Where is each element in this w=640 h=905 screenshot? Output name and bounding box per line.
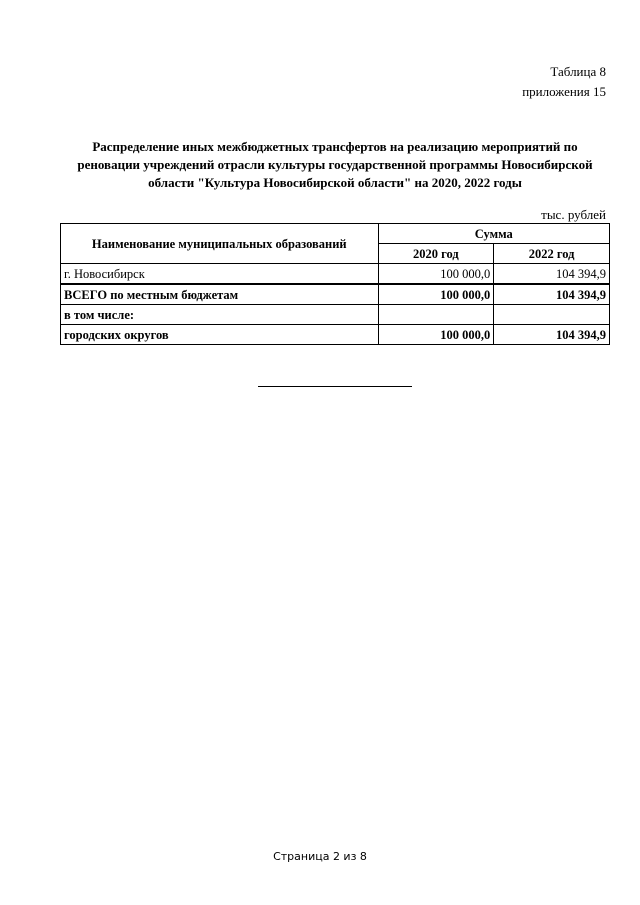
title-line: области "Культура Новосибирской области" на 2020, 2022 годы [148,175,522,190]
row-value-2022: 104 394,9 [494,284,610,305]
column-header-2022: 2022 год [494,244,610,264]
row-value-2022: 104 394,9 [494,325,610,345]
table-row [61,284,610,305]
row-value-2020 [378,305,494,325]
appendix-number-label: приложения 15 [522,84,606,99]
page-number-footer: Страница 2 из 8 [273,850,367,863]
document-title [60,138,610,192]
title-line: Распределение иных межбюджетных трансфертов на реализацию мероприятий по [92,139,578,154]
column-header-name: Наименование муниципальных образований [61,224,379,264]
row-name: городских округов [61,325,379,345]
table-header-row [61,224,610,244]
title-line: реновации учреждений отрасли культуры государственной программы Новосибирской [77,157,593,172]
row-value-2020: 100 000,0 [378,284,494,305]
column-header-2020: 2020 год [378,244,494,264]
row-value-2022: 104 394,9 [494,264,610,285]
row-name: в том числе: [61,305,379,325]
column-header-sum: Сумма [378,224,609,244]
table-row [61,264,610,285]
table-row [61,305,610,325]
table-number-label: Таблица 8 [550,64,606,79]
row-name: г. Новосибирск [61,264,379,285]
row-value-2022 [494,305,610,325]
table-row [61,325,610,345]
row-value-2020: 100 000,0 [378,264,494,285]
transfers-table [60,223,610,345]
row-value-2020: 100 000,0 [378,325,494,345]
row-name: ВСЕГО по местным бюджетам [61,284,379,305]
end-divider-line [258,386,412,387]
units-label: тыс. рублей [541,207,606,222]
